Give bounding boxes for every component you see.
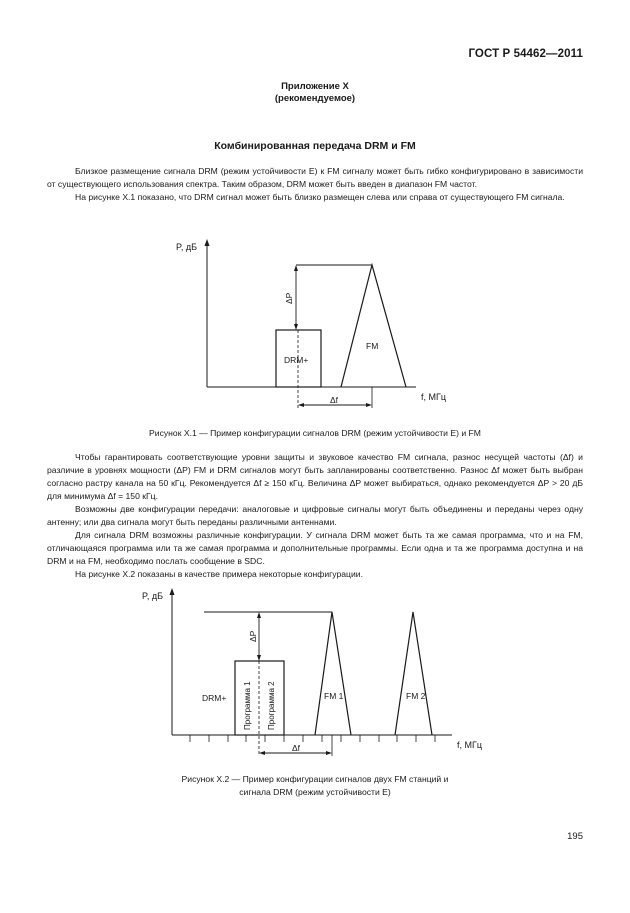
annex-status: (рекомендуемое) — [274, 93, 356, 104]
fm1-label: FM 1 — [324, 691, 344, 701]
program-1-label: Программа 1 — [243, 681, 252, 730]
figure-1-caption: Рисунок X.1 — Пример конфигурации сигналов DRM (режим устойчивости E) и FM — [149, 428, 481, 438]
paragraph: На рисунке X.1 показано, что DRM сигнал может быть близко размещен слева или справа от существующего FM сигнала. — [75, 192, 565, 202]
drm-label: DRM+ — [202, 693, 227, 703]
delta-p-arrowhead-down — [294, 324, 298, 330]
annex-title: Приложение X — [281, 81, 349, 92]
delta-p-label: ΔP — [284, 292, 294, 304]
program-2-label: Программа 2 — [267, 681, 276, 730]
fm2-triangle — [395, 612, 432, 735]
page-number: 195 — [567, 831, 583, 842]
delta-p-arrowhead-up — [294, 265, 298, 271]
paragraph: Возможны две конфигурации передачи: аналоговые и цифровые сигналы могут быть объединены и переданы через одну антенну; или два сигнала могут быть переданы различными антеннами. — [47, 504, 583, 527]
y-axis-label: P, дБ — [176, 242, 198, 252]
delta-f-label: Δf — [292, 743, 301, 753]
x-axis-label: f, МГц — [457, 740, 483, 750]
intro-text — [47, 165, 583, 204]
x-axis-label: f, МГц — [421, 392, 447, 402]
drm-label: DRM+ — [284, 355, 309, 365]
standard-number: ГОСТ Р 54462—2011 — [468, 48, 583, 60]
delta-p-label: ΔP — [248, 630, 258, 642]
paragraph: На рисунке X.2 показаны в качестве примера некоторые конфигурации. — [75, 569, 363, 579]
figure-1-diagram — [150, 236, 480, 411]
fm-triangle — [341, 265, 406, 387]
paragraph: Чтобы гарантировать соответствующие уровни защиты и звуковое качество FM сигнала, разнос несущей частоты (Δf) и различие в уровнях мощности (ΔP) FM и DRM сигналов могут быть запланированы соответственно. Разнос Δf может быть выбран согласно растру канала на 50 кГц. Рекомендуется Δf ≥ 150 кГц. Величина ΔP может выбираться, однако рекомендуется ΔP > 20 дБ для минимума Δf = 150 кГц. — [47, 452, 583, 501]
fm2-label: FM 2 — [406, 691, 426, 701]
fm-label: FM — [366, 341, 379, 351]
delta-p-arrowhead-down — [257, 655, 261, 661]
annex-heading — [0, 81, 630, 105]
figure-2-caption-line-2: сигнала DRM (режим устойчивости E) — [239, 787, 391, 797]
figure-2-caption — [0, 773, 630, 799]
y-axis-arrow — [205, 239, 210, 246]
figure-2-caption-line-1: Рисунок X.2 — Пример конфигурации сигналов двух FM станций и — [181, 774, 449, 784]
delta-f-arrowhead-right — [326, 751, 332, 755]
delta-p-arrowhead-up — [257, 612, 261, 618]
y-axis-arrow — [170, 588, 175, 595]
delta-f-arrowhead-left — [298, 403, 304, 407]
paragraph: Для сигнала DRM возможны различные конфигурации. У сигнала DRM может быть та же самая программа, что и на FM, отличающаяся программа или та же самая программа и дополнительные программы. Если одна и та же программа доступна и на DRM и на FM, необходимо послать сообщение в SDC. — [47, 530, 583, 566]
delta-f-arrowhead-left — [259, 751, 265, 755]
delta-f-label: Δf — [330, 395, 339, 405]
section-title: Комбинированная передача DRM и FM — [214, 140, 416, 152]
y-axis-label: P, дБ — [142, 591, 164, 601]
paragraph: Близкое размещение сигнала DRM (режим устойчивости E) к FM сигналу может быть гибко конфигурировано в зависимости от существующего использования спектра. Таким образом, DRM может быть введен в диапазон FM частот. — [47, 166, 583, 189]
figure-2-diagram — [110, 584, 500, 759]
delta-f-arrowhead-right — [366, 403, 372, 407]
x-axis-ticks — [190, 735, 435, 742]
body-text — [47, 451, 583, 581]
fm1-triangle — [315, 612, 351, 735]
